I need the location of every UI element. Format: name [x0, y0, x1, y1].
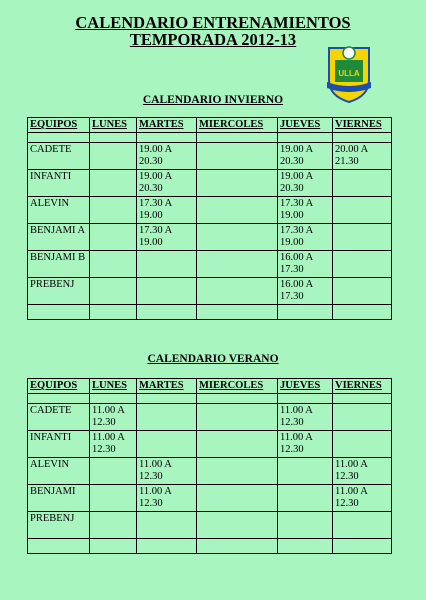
team-cell: PREBENJ — [28, 278, 90, 305]
table-row — [28, 251, 392, 278]
jueves-cell: 17.30 A 19.00 — [278, 197, 333, 224]
col-header-jueves: JUEVES — [278, 118, 333, 133]
jueves-cell: 11.00 A 12.30 — [278, 404, 333, 431]
martes-cell: 11.00 A 12.30 — [137, 458, 197, 485]
summer-section-title: CALENDARIO VERANO — [147, 353, 279, 365]
miercoles-cell — [197, 431, 278, 458]
jueves-cell: 11.00 A 12.30 — [278, 431, 333, 458]
table-row — [28, 197, 392, 224]
martes-cell — [137, 539, 197, 554]
lunes-cell — [90, 458, 137, 485]
team-cell: CADETE — [28, 143, 90, 170]
table-row — [28, 404, 392, 431]
col-header-martes: MARTES — [137, 379, 197, 394]
lunes-cell — [90, 539, 137, 554]
table-row — [28, 143, 392, 170]
martes-cell — [137, 512, 197, 539]
team-cell — [28, 539, 90, 554]
crest-top-text: ULLA — [338, 69, 360, 78]
miercoles-cell — [197, 278, 278, 305]
summer-schedule-table — [27, 378, 392, 554]
col-header-lunes: LUNES — [90, 379, 137, 394]
col-header-lunes: LUNES — [90, 118, 137, 133]
martes-cell — [137, 305, 197, 320]
jueves-cell: 16.00 A 17.30 — [278, 278, 333, 305]
martes-cell — [137, 431, 197, 458]
table-row — [28, 224, 392, 251]
title-line-1: CALENDARIO ENTRENAMIENTOS — [75, 13, 351, 32]
summer-spacer-row — [28, 394, 392, 404]
table-row — [28, 539, 392, 554]
martes-cell: 19.00 A 20.30 — [137, 143, 197, 170]
miercoles-cell — [197, 404, 278, 431]
viernes-cell — [333, 512, 392, 539]
jueves-cell: 16.00 A 17.30 — [278, 251, 333, 278]
team-cell: BENJAMI A — [28, 224, 90, 251]
martes-cell: 19.00 A 20.30 — [137, 170, 197, 197]
col-header-jueves: JUEVES — [278, 379, 333, 394]
table-row — [28, 278, 392, 305]
winter-schedule-table — [27, 117, 392, 320]
team-cell: CADETE — [28, 404, 90, 431]
viernes-cell: 20.00 A 21.30 — [333, 143, 392, 170]
title-line-2: TEMPORADA 2012-13 — [129, 30, 297, 49]
jueves-cell — [278, 485, 333, 512]
martes-cell — [137, 251, 197, 278]
miercoles-cell — [197, 143, 278, 170]
team-cell: ALEVIN — [28, 197, 90, 224]
miercoles-cell — [197, 251, 278, 278]
martes-cell: 11.00 A 12.30 — [137, 485, 197, 512]
winter-section-title: CALENDARIO INVIERNO — [142, 94, 284, 106]
lunes-cell — [90, 224, 137, 251]
viernes-cell — [333, 404, 392, 431]
football-icon — [343, 47, 355, 59]
col-header-martes: MARTES — [137, 118, 197, 133]
viernes-cell — [333, 251, 392, 278]
viernes-cell: 11.00 A 12.30 — [333, 485, 392, 512]
miercoles-cell — [197, 170, 278, 197]
viernes-cell — [333, 197, 392, 224]
winter-spacer-row — [28, 133, 392, 143]
page-title — [0, 14, 426, 48]
miercoles-cell — [197, 512, 278, 539]
team-cell: INFANTI — [28, 431, 90, 458]
viernes-cell — [333, 224, 392, 251]
jueves-cell — [278, 539, 333, 554]
lunes-cell: 11.00 A 12.30 — [90, 404, 137, 431]
martes-cell: 17.30 A 19.00 — [137, 197, 197, 224]
team-cell: PREBENJ — [28, 512, 90, 539]
lunes-cell: 11.00 A 12.30 — [90, 431, 137, 458]
team-cell — [28, 305, 90, 320]
viernes-cell — [333, 305, 392, 320]
table-row — [28, 512, 392, 539]
miercoles-cell — [197, 224, 278, 251]
viernes-cell: 11.00 A 12.30 — [333, 458, 392, 485]
miercoles-cell — [197, 305, 278, 320]
viernes-cell — [333, 170, 392, 197]
summer-header-row — [28, 379, 392, 394]
lunes-cell — [90, 197, 137, 224]
jueves-cell: 17.30 A 19.00 — [278, 224, 333, 251]
lunes-cell — [90, 512, 137, 539]
lunes-cell — [90, 170, 137, 197]
col-header-viernes: VIERNES — [333, 118, 392, 133]
col-header-equipos: EQUIPOS — [28, 379, 90, 394]
team-cell: BENJAMI — [28, 485, 90, 512]
jueves-cell: 19.00 A 20.30 — [278, 143, 333, 170]
jueves-cell — [278, 512, 333, 539]
lunes-cell — [90, 278, 137, 305]
team-cell: BENJAMI B — [28, 251, 90, 278]
table-row — [28, 458, 392, 485]
col-header-viernes: VIERNES — [333, 379, 392, 394]
lunes-cell — [90, 143, 137, 170]
jueves-cell — [278, 458, 333, 485]
jueves-cell: 19.00 A 20.30 — [278, 170, 333, 197]
viernes-cell — [333, 539, 392, 554]
martes-cell — [137, 278, 197, 305]
team-cell: ALEVIN — [28, 458, 90, 485]
col-header-equipos: EQUIPOS — [28, 118, 90, 133]
table-row — [28, 485, 392, 512]
col-header-miercoles: MIERCOLES — [197, 118, 278, 133]
viernes-cell — [333, 278, 392, 305]
lunes-cell — [90, 251, 137, 278]
winter-header-row — [28, 118, 392, 133]
table-row — [28, 431, 392, 458]
table-row — [28, 305, 392, 320]
miercoles-cell — [197, 458, 278, 485]
martes-cell: 17.30 A 19.00 — [137, 224, 197, 251]
viernes-cell — [333, 431, 392, 458]
table-row — [28, 170, 392, 197]
col-header-miercoles: MIERCOLES — [197, 379, 278, 394]
lunes-cell — [90, 485, 137, 512]
team-cell: INFANTI — [28, 170, 90, 197]
lunes-cell — [90, 305, 137, 320]
martes-cell — [137, 404, 197, 431]
jueves-cell — [278, 305, 333, 320]
miercoles-cell — [197, 197, 278, 224]
miercoles-cell — [197, 539, 278, 554]
miercoles-cell — [197, 485, 278, 512]
